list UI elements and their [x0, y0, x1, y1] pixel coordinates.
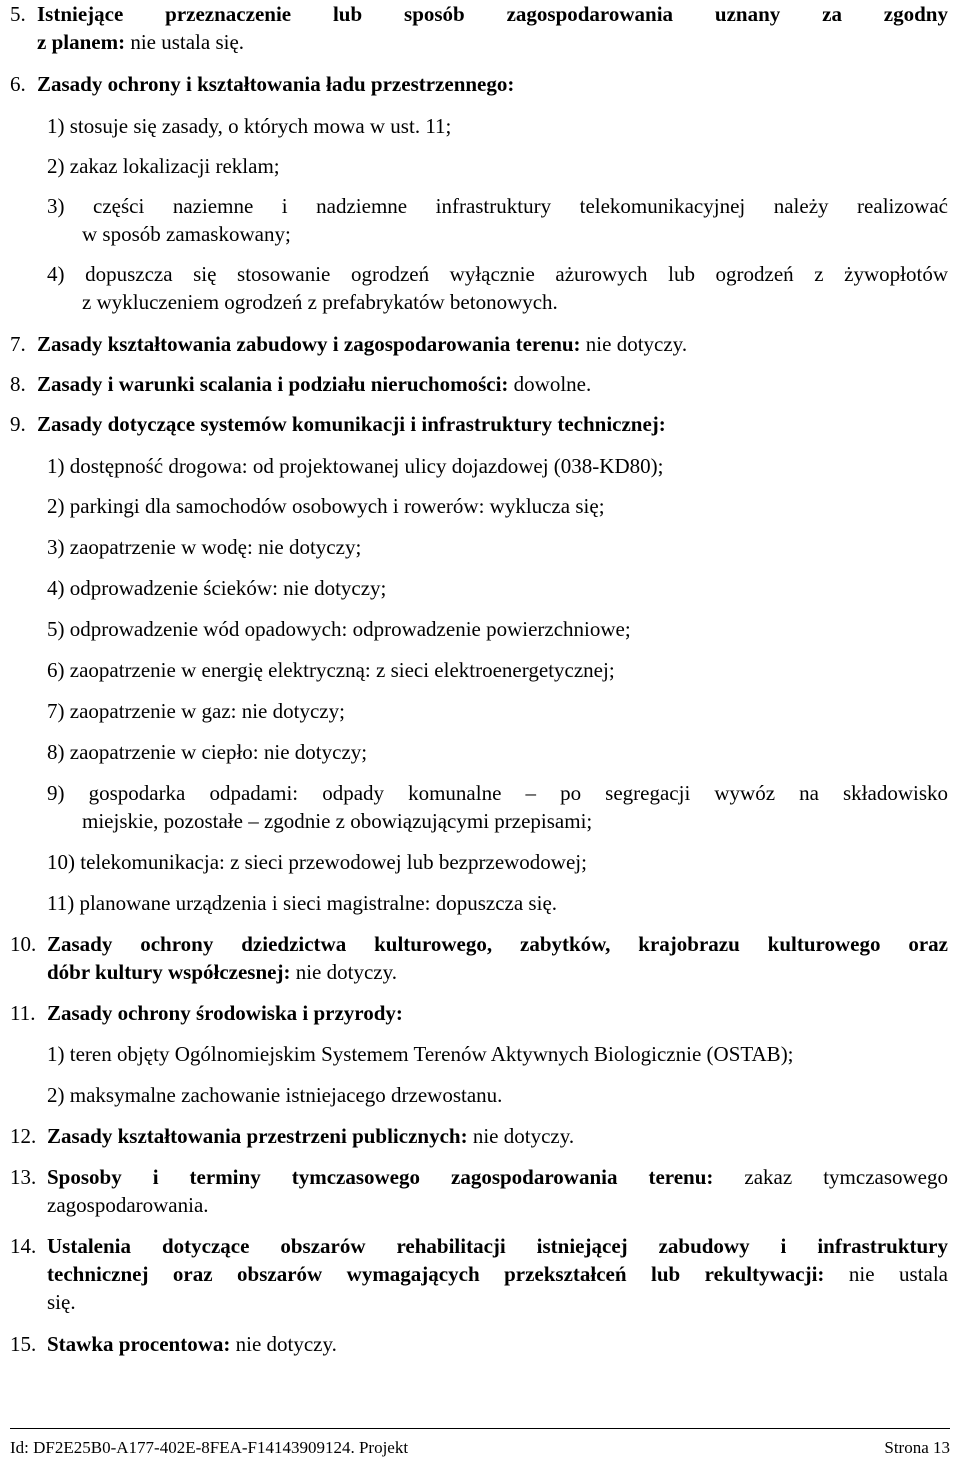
section-9-item-2: 2) parkingi dla samochodów osobowych i rowerów: wyklucza się; — [47, 494, 605, 518]
section-12-value: nie dotyczy. — [467, 1124, 575, 1148]
section-12 — [10, 1122, 948, 1150]
section-9-item-7: 7) zaopatrzenie w gaz: nie dotyczy; — [47, 699, 345, 723]
section-14-line3: się. — [47, 1290, 76, 1314]
section-8-title: Zasady i warunki scalania i podziału nieruchomości: — [37, 372, 509, 396]
section-9-item-11: 11) planowane urządzenia i sieci magistralne: dopuszcza się. — [47, 891, 558, 915]
section-9-item-9-cont: miejskie, pozostałe – zgodnie z obowiązującymi przepisami; — [82, 809, 593, 833]
section-8 — [10, 370, 948, 398]
section-11-item-2: 2) maksymalne zachowanie istniejacego drzewostanu. — [47, 1083, 503, 1107]
section-13-line1 — [10, 1163, 948, 1191]
section-13-number: 13. — [10, 1165, 37, 1189]
section-5-number: 5. — [10, 2, 26, 26]
section-10 — [10, 930, 948, 986]
section-14-number: 14. — [10, 1234, 37, 1258]
section-10-title-line2: dóbr kultury współczesnej: — [47, 960, 291, 984]
section-13-value-line1: zakaz tymczasowego — [713, 1165, 948, 1189]
section-9-item-5: 5) odprowadzenie wód opadowych: odprowadzenie powierzchniowe; — [47, 617, 631, 641]
section-9-item-10: 10) telekomunikacja: z sieci przewodowej lub bezprzewodowej; — [47, 850, 587, 874]
section-7 — [10, 330, 948, 358]
section-7-value: nie dotyczy. — [580, 332, 688, 356]
section-6-item-2: 2) zakaz lokalizacji reklam; — [47, 154, 280, 178]
section-9-number: 9. — [10, 412, 26, 436]
section-8-number: 8. — [10, 372, 26, 396]
section-15 — [10, 1330, 948, 1358]
section-9-item-6: 6) zaopatrzenie w energię elektryczną: z sieci elektroenergetycznej; — [47, 658, 615, 682]
section-9-item-9: 9) gospodarka odpadami: odpady komunalne – po segregacji wywóz na składowisko — [47, 781, 948, 805]
section-9-item-1: 1) dostępność drogowa: od projektowanej ulicy dojazdowej (038-KD80); — [47, 454, 664, 478]
section-8-value: dowolne. — [508, 372, 592, 396]
section-9-item-3: 3) zaopatrzenie w wodę: nie dotyczy; — [47, 535, 362, 559]
section-13-title: Sposoby i terminy tymczasowego zagospodarowania terenu: — [47, 1165, 714, 1189]
section-10-line1 — [10, 930, 948, 958]
section-7-title: Zasady kształtowania zabudowy i zagospodarowania terenu: — [37, 332, 581, 356]
section-14-line2 — [10, 1260, 948, 1288]
section-10-value: nie dotyczy. — [290, 960, 397, 984]
section-6-title: Zasady ochrony i kształtowania ładu przestrzennego: — [37, 72, 515, 96]
section-6 — [10, 70, 948, 98]
section-5-title-line1: Istniejące przeznaczenie lub sposób zagospodarowania uznany za zgodny — [37, 2, 948, 26]
section-12-title: Zasady kształtowania przestrzeni publicznych: — [47, 1124, 468, 1148]
section-5 — [10, 0, 948, 56]
section-14 — [10, 1232, 948, 1316]
section-6-item-1: 1) stosuje się zasady, o których mowa w ust. 11; — [47, 114, 452, 138]
section-14-value-line2: nie ustala — [824, 1262, 949, 1286]
footer-divider — [10, 1428, 950, 1429]
section-11-title: Zasady ochrony środowiska i przyrody: — [47, 1001, 403, 1025]
section-14-title-line1: Ustalenia dotyczące obszarów rehabilitacji istniejącej zabudowy i infrastruktury — [47, 1234, 948, 1258]
section-6-item-3: 3) części naziemne i nadziemne infrastruktury telekomunikacyjnej należy realizować — [47, 194, 948, 218]
section-15-title: Stawka procentowa: — [47, 1332, 231, 1356]
section-11-item-1: 1) teren objęty Ogólnomiejskim Systemem Terenów Aktywnych Biologicznie (OSTAB); — [47, 1042, 794, 1066]
section-10-line2 — [10, 958, 948, 986]
section-15-value: nie dotyczy. — [230, 1332, 337, 1356]
section-13 — [10, 1163, 948, 1219]
section-6-item-3-cont: w sposób zamaskowany; — [82, 222, 291, 246]
section-10-number: 10. — [10, 932, 37, 956]
section-9-title: Zasady dotyczące systemów komunikacji i infrastruktury technicznej: — [37, 412, 666, 436]
footer-document-id: Id: DF2E25B0-A177-402E-8FEA-F14143909124. Projekt — [10, 1438, 409, 1457]
section-9 — [10, 410, 948, 438]
section-5-value: nie ustala się. — [125, 30, 245, 54]
section-15-number: 15. — [10, 1332, 37, 1356]
section-9-item-8: 8) zaopatrzenie w ciepło: nie dotyczy; — [47, 740, 368, 764]
section-6-number: 6. — [10, 72, 26, 96]
section-12-number: 12. — [10, 1124, 37, 1148]
section-13-line2: zagospodarowania. — [47, 1193, 209, 1217]
section-14-title-line2: technicznej oraz obszarów wymagających przekształceń lub rekultywacji: — [47, 1262, 825, 1286]
section-7-number: 7. — [10, 332, 26, 356]
section-5-title-line2: z planem: — [37, 30, 126, 54]
section-11-number: 11. — [10, 1001, 36, 1025]
footer-page-number: Strona 13 — [884, 1438, 950, 1457]
section-5-line2 — [10, 28, 948, 56]
section-10-title-line1: Zasady ochrony dziedzictwa kulturowego, zabytków, krajobrazu kulturowego oraz — [47, 932, 948, 956]
section-13-line1-text — [47, 1163, 948, 1191]
section-6-item-4: 4) dopuszcza się stosowanie ogrodzeń wyłącznie ażurowych lub ogrodzeń z żywopłotów — [47, 262, 948, 286]
section-6-item-4-cont: z wykluczeniem ogrodzeń z prefabrykatów betonowych. — [82, 290, 558, 314]
section-11 — [10, 999, 948, 1027]
section-9-item-4: 4) odprowadzenie ścieków: nie dotyczy; — [47, 576, 387, 600]
section-5-line1 — [10, 0, 948, 28]
section-14-line1 — [10, 1232, 948, 1260]
